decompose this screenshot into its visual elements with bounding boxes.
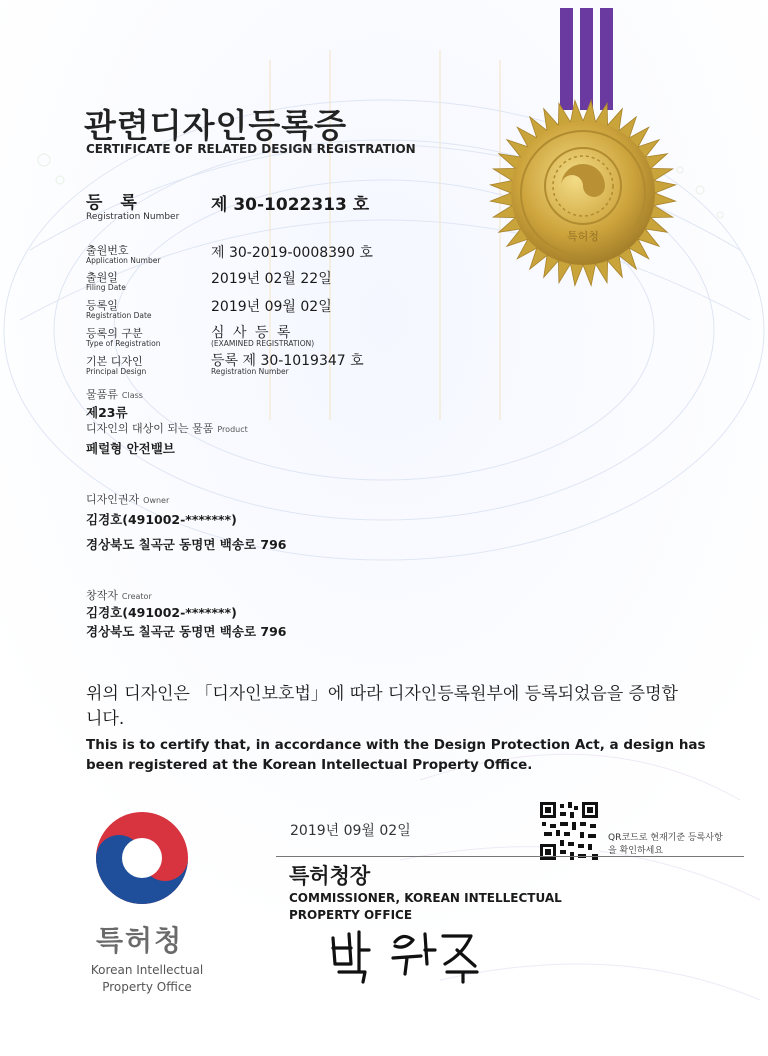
field-label-en: Filing Date [86, 283, 126, 292]
creator-address: 경상북도 칠곡군 동명면 백송로 796 [86, 624, 287, 639]
field-label-ko: 기본 디자인 [86, 355, 143, 368]
owner-address: 경상북도 칠곡군 동명면 백송로 796 [86, 537, 287, 552]
issue-date: 2019년 09월 02일 [290, 823, 411, 839]
filing-date: 2019년 02월 22일 [211, 271, 332, 287]
registration-label-ko: 등 록 [86, 193, 143, 213]
class-value: 제23류 [86, 405, 128, 420]
ribbon [560, 8, 613, 110]
field-label-ko: 등록의 구분 [86, 327, 143, 340]
owner-label-ko: 디자인권자 [86, 493, 140, 506]
product-label-ko: 디자인의 대상이 되는 물품 [86, 422, 214, 435]
field-label-ko: 출원일 [86, 271, 118, 284]
application-number: 제 30-2019-0008390 호 [211, 245, 373, 261]
field-label-en: Principal Design [86, 367, 147, 376]
class-label-en: Class [121, 391, 143, 400]
field-label-ko: 등록일 [86, 299, 118, 312]
office-name-ko: 특허청 [96, 924, 184, 957]
product-value: 페럴형 안전밸브 [86, 441, 175, 456]
registration-type-note: (EXAMINED REGISTRATION) [211, 339, 315, 348]
statement-en: This is to certify that, in accordance with the Design Protection Act, a design has been registered at the Korean Intellectual Property Office. [86, 737, 706, 773]
creator-label-en: Creator [121, 592, 152, 601]
product-label-en: Product [217, 425, 248, 434]
signature-image [325, 924, 485, 984]
registration-type: 심 사 등 록 [211, 325, 293, 341]
commissioner-title-en: COMMISSIONER, KOREAN INTELLECTUAL PROPERTY OFFICE [289, 891, 562, 922]
registration-number: 제 30-1022313 호 [211, 195, 370, 215]
creator-section [86, 587, 152, 603]
registration-date: 2019년 09월 02일 [211, 299, 332, 315]
qr-note: QR코드로 현재기준 등록사항을 확인하세요 [608, 833, 723, 856]
seal-text: 특허청 [567, 230, 599, 243]
certificate-title-ko: 관련디자인등록증 [84, 106, 348, 145]
certificate-title-en: CERTIFICATE OF RELATED DESIGN REGISTRATION [86, 142, 416, 156]
statement-ko: 위의 디자인은 「디자인보호법」에 따라 디자인등록원부에 등록되었음을 증명합니다. [86, 684, 678, 729]
commissioner-title-ko: 특허청장 [289, 864, 371, 888]
kipo-logo-icon [96, 812, 188, 904]
gold-seal-icon [488, 98, 678, 288]
owner-label-en: Owner [143, 496, 170, 505]
class-section [86, 386, 143, 402]
class-label-ko: 물품류 [86, 388, 118, 401]
creator-name: 김경호(491002-*******) [86, 605, 237, 620]
owner-name: 김경호(491002-*******) [86, 512, 237, 527]
principal-design-number: 등록 제 30-1019347 호 [211, 353, 364, 369]
field-label-en: Registration Date [86, 311, 152, 320]
qr-code-icon [540, 802, 598, 860]
signature-divider [276, 856, 744, 857]
office-name-en: Korean Intellectual Property Office [90, 963, 204, 994]
field-label-ko: 출원번호 [86, 244, 129, 257]
field-label-en: Type of Registration [86, 339, 161, 348]
product-section [86, 420, 248, 436]
owner-section [86, 491, 169, 507]
principal-design-note: Registration Number [211, 367, 289, 376]
creator-label-ko: 창작자 [86, 589, 118, 602]
registration-label-en: Registration Number [86, 212, 180, 222]
field-label-en: Application Number [86, 256, 161, 265]
